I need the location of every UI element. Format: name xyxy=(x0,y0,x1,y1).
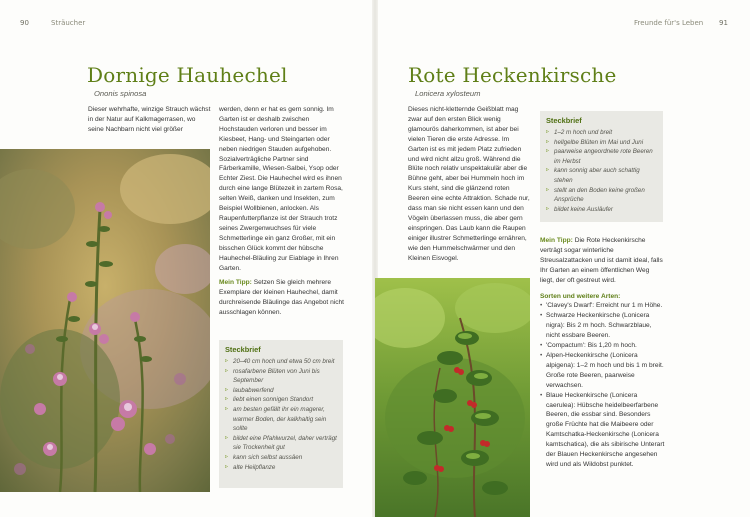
right-profile-item: ▹ hellgelbe Blüten im Mai und Juni xyxy=(546,138,644,146)
bullet-icon: ▹ xyxy=(225,386,229,393)
varieties-list xyxy=(540,301,665,469)
left-latin-name: Ononis spinosa xyxy=(94,89,147,98)
right-running-header: Freunde für's Leben xyxy=(634,19,704,27)
right-tip-and-varieties xyxy=(540,236,665,470)
left-tip-label: Mein Tipp: xyxy=(219,279,252,287)
left-article-title: Dornige Hauhechel xyxy=(87,63,288,87)
bullet-icon: ▹ xyxy=(546,167,550,174)
left-page-number: 90 xyxy=(20,19,29,27)
right-tip-label: Mein Tipp: xyxy=(540,237,573,244)
bullet-icon: ▹ xyxy=(225,367,229,374)
left-profile-item: ▹ alte Heilpflanze xyxy=(225,463,276,471)
bullet-icon: ▹ xyxy=(546,186,550,193)
varieties-heading: Sorten und weitere Arten: xyxy=(540,292,621,300)
right-body-paragraph: Dieses nicht-kletternde Geißblatt mag zwar auf den ersten Blick wenig glamourös daherkommen, ist aber bei vielen Tieren die erste Adresse. Im Garten ist es mit jedem Platz zufrieden und wird nicht allzu groß. Während die Blüte noch relativ unspektakulär aber die Bühne geht, aber bei Hummeln hoch im Kurs steht, sind die glänzend roten Beeren eine echte Attraktion. Schade nur, dass man sie nicht essen kann und den Vögeln überlassen muss, die aber gern einspringen. Das Laub kann die Raupen einiger illustrer Schmetterlinge ernähren, wie den Hummelschwärmer und den Kleinen Eisvogel. xyxy=(408,106,530,262)
right-tip xyxy=(540,236,665,286)
right-latin-name: Lonicera xylosteum xyxy=(415,89,481,98)
right-tip-text: Die Rote Heckenkirsche verträgt sogar winterliche Streusalzattacken und ist damit ideal, falls Ihr Garten an einem öffentlichen Weg liegt, der oft gestreut wird. xyxy=(540,237,663,284)
left-profile-item: ▹ am besten gefällt ihr ein magerer, warmer Boden, der kalkhaltig sein sollte xyxy=(225,405,327,433)
restharrow-photo-art xyxy=(0,149,210,492)
right-profile-item: ▹ 1–2 m hoch und breit xyxy=(546,129,613,136)
bullet-icon: ▹ xyxy=(225,453,229,460)
right-body-column xyxy=(408,105,530,264)
left-profile-item: ▹ liebt einen sonnigen Standort xyxy=(225,396,314,404)
right-profile-item: ▹ paarweise angeordnete rote Beeren im Herbst xyxy=(546,148,653,165)
bullet-icon: ▹ xyxy=(225,434,229,441)
left-body-paragraph: werden, denn er hat es gern sonnig. Im Garten ist er deshalb zwischen Hochstauden verloren und besser im Kiesbeet, Hang- und Steingarten oder neben niedrigen Stauden aufgehoben. Sozialverträgliche Partner sind Färberkamille, Wiesen-Salbei, Ysop oder Echter Ziest. Die Hauhechel wird es ihnen durch eine lange Blütezeit in zartem Rosa, selten Weiß, danken und Insekten, zum Beispiel Wollbienen, anlocken. Als Raupenfutterpflanze ist der Strauch trotz seines Zwergenwuchses für viele Schmetterlinge ein ganz Großer, mit ein bisschen Glück kommt der hübsche Hauhechel-Bläuling zur Eiablage in Ihren Garten. xyxy=(219,106,343,272)
honeysuckle-photo xyxy=(375,278,530,517)
right-page-number: 91 xyxy=(719,19,728,27)
left-profile-list xyxy=(225,357,337,472)
honeysuckle-photo-art xyxy=(375,278,530,517)
bullet-icon: ▹ xyxy=(546,138,550,145)
left-intro-text xyxy=(88,105,212,135)
right-profile-box xyxy=(540,111,663,222)
bullet-icon: ▹ xyxy=(225,405,229,412)
variety-item: • 'Compactum': Bis 1,20 m hoch. xyxy=(540,341,665,351)
variety-item: • Schwarze Heckenkirsche (Lonicera nigra): Bis 2 m hoch. Schwarzblaue, nicht essbare Beeren. xyxy=(540,311,665,341)
right-profile-title: Steckbrief xyxy=(546,116,582,125)
variety-item: • 'Clavey's Dwarf': Erreicht nur 1 m Höhe. xyxy=(540,301,665,311)
variety-item: • Blaue Heckenkirsche (Lonicera caerulea): Hübsche heidelbeerfarbene Beeren, die essbar sind. Besonders große Früchte hat die Maibeere oder Kamtschatka-Heckenkirsche (Lonicera kamtschatica), die als sibirische Unterart der Blauen Heckenkirsche angesehen wird und als Wildobst punktet. xyxy=(540,391,665,470)
bullet-icon: ▹ xyxy=(546,129,550,135)
left-profile-item: ▹ bildet eine Pfahlwurzel, daher verträgt sie Trockenheit gut xyxy=(225,434,337,452)
left-profile-box xyxy=(219,340,343,488)
left-tip-text: Setzen Sie gleich mehrere Exemplare der kleinen Hauhechel, damit durchreisende Bläulinge das Angebot nicht ausschlagen können. xyxy=(219,279,345,317)
left-tip xyxy=(219,278,345,318)
right-profile-item: ▹ kann sonnig aber auch schattig stehen xyxy=(546,167,640,184)
left-profile-title: Steckbrief xyxy=(225,345,261,354)
left-body-column xyxy=(219,105,345,318)
left-running-header: Sträucher xyxy=(51,19,86,27)
left-intro-paragraph: Dieser wehrhafte, winzige Strauch wächst in der Natur auf Kalkmagerrasen, wo seine Nachbarn nicht viel größer xyxy=(88,106,211,133)
left-profile-item: ▹ rosafarbene Blüten von Juni bis September xyxy=(225,367,320,385)
right-profile-item: ▹ bildet keine Ausläufer xyxy=(546,205,613,213)
bullet-icon: ▹ xyxy=(225,358,229,364)
restharrow-photo xyxy=(0,149,210,492)
right-article-title: Rote Heckenkirsche xyxy=(408,63,617,87)
bullet-icon: ▹ xyxy=(546,148,550,155)
bullet-icon: ▹ xyxy=(546,205,550,212)
left-profile-item: ▹ 20–40 cm hoch und etwa 50 cm breit xyxy=(225,358,335,365)
left-profile-item: ▹ kann sich selbst aussäen xyxy=(225,453,303,461)
variety-item: • Alpen-Heckenkirsche (Lonicera alpigena): 1–2 m hoch und bis 1 m breit. Große rote Beeren, paarweise verwachsen. xyxy=(540,351,665,391)
bullet-icon: ▹ xyxy=(225,463,229,470)
bullet-icon: ▹ xyxy=(225,396,229,403)
right-profile-list xyxy=(546,128,657,214)
left-profile-item: ▹ laubabwerfend xyxy=(225,386,274,394)
right-profile-item: ▹ stellt an den Boden keine großen Ansprüche xyxy=(546,186,645,204)
